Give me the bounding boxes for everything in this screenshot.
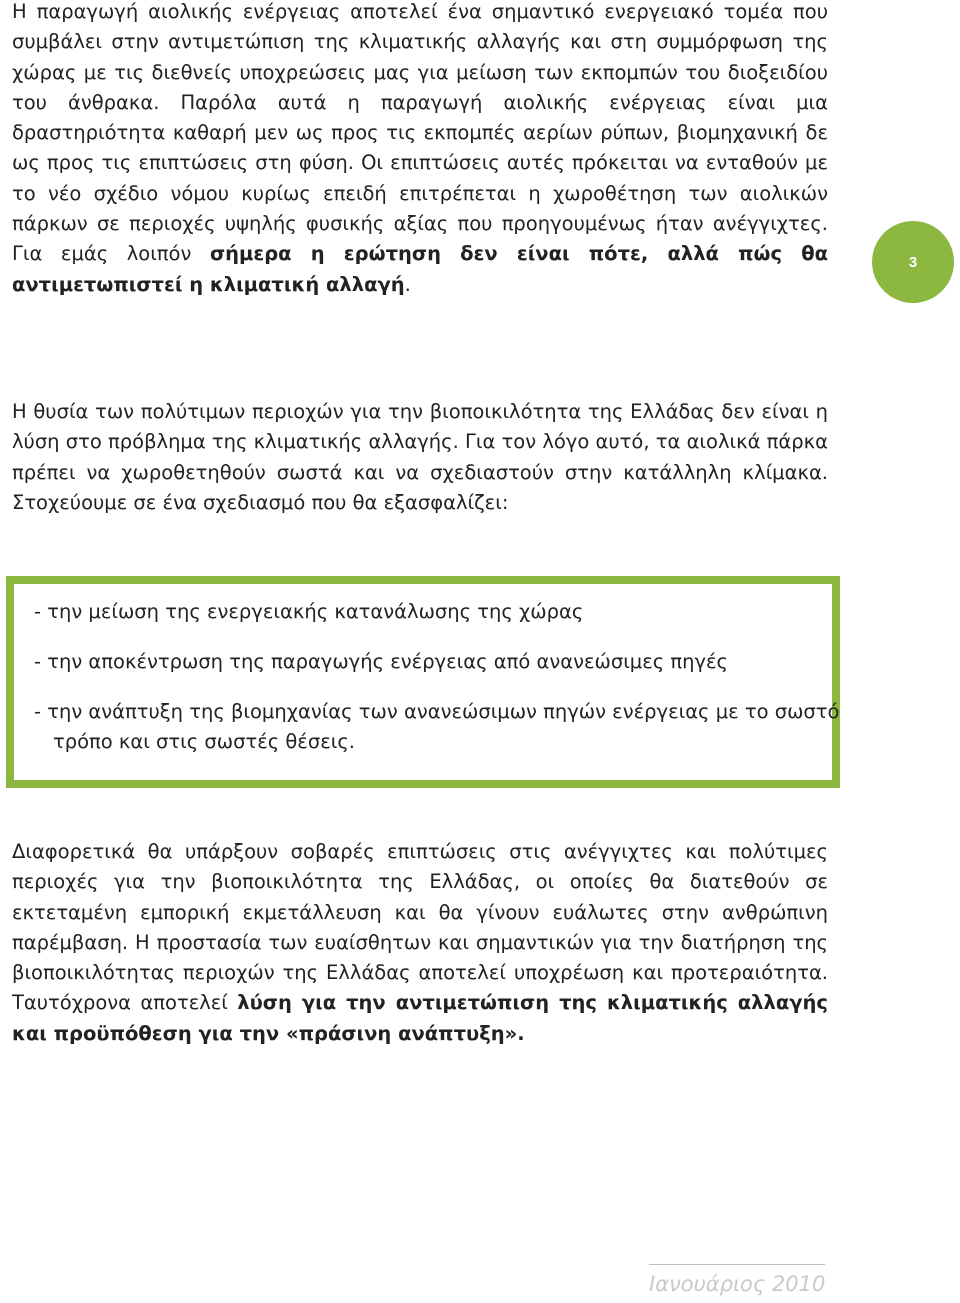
paragraph-text: Διαφορετικά θα υπάρξουν σοβαρές επιπτώσεις στις ανέγγιχτες και πολύτιμες περιοχές για την βιοποικιλότητα της Ελλάδας, οι οποίες θα διατεθούν σε εκτεταμένη εμπορική εκμετάλλευση και θα γίνουν ευάλωτες στην ανθρώπινη παρέμβαση. Η προστασία των ευαίσθητων και σημαντικών για την διατήρηση της βιοποικιλότητας περιοχών της Ελλάδας αποτελεί υποχρέωση και προτεραιότητα. Ταυτόχρονα αποτελεί <box>12 840 828 1015</box>
goal-item: - την μείωση της ενεργειακής κατανάλωσης της χώρας <box>34 600 584 623</box>
page-number-badge <box>872 221 954 303</box>
paragraph-emphasis: σήμερα η ερώτηση δεν είναι πότε, αλλά πώς θα αντιμετωπιστεί η κλιματική αλλαγή <box>12 242 829 296</box>
footer-divider <box>649 1264 825 1265</box>
footer-date: Ιανουάριος 2010 <box>649 1272 826 1296</box>
paragraph-text-end: . <box>404 272 411 296</box>
paragraph-wind-energy-intro <box>12 0 828 300</box>
paragraph-text: Η παραγωγή αιολικής ενέργειας αποτελεί ένα σημαντικό ενεργειακό τομέα που συμβάλει στην αντιμετώπιση της κλιματικής αλλαγής και στη συμμόρφωση της χώρας με τις διεθνείς υποχρεώσεις μας για μείωση των εκπομπών του διοξειδίου του άνθρακα. Παρόλα αυτά η παραγωγή αιολικής ενέργειας είναι μια δραστηριότητα καθαρή μεν ως προς τις εκπομπές αερίων ρύπων, βιομηχανική δε ως προς τις επιπτώσεις στη φύση. Οι επιπτώσεις αυτές πρόκειται να ενταθούν με το νέο σχέδιο νόμου κυρίως επειδή επιτρέπεται η χωροθέτηση των αιολικών πάρκων σε περιοχές υψηλής φυσικής αξίας που προηγουμένως ήταν ανέγγιχτες. Για εμάς λοιπόν <box>12 0 828 266</box>
paragraph-consequences <box>12 837 828 1049</box>
paragraph-biodiversity: Η θυσία των πολύτιμων περιοχών για την βιοποικιλότητα της Ελλάδας δεν είναι η λύση στο πρόβλημα της κλιματικής αλλαγής. Για τον λόγο αυτό, τα αιολικά πάρκα πρέπει να χωροθετηθούν σωστά και να σχεδιαστούν στην κατάλληλη κλίμακα. Στοχεύουμε σε ένα σχεδιασμό που θα εξασφαλίζει: <box>12 400 828 514</box>
goals-box <box>6 576 840 788</box>
paragraph-emphasis: λύση για την αντιμετώπιση της κλιματικής αλλαγής και προϋπόθεση για την «πράσινη ανάπτυξη». <box>12 991 828 1045</box>
goal-item: - την ανάπτυξη της βιομηχανίας των ανανεώσιμων πηγών ενέργειας με το σωστό τρόπο και στις σωστές θέσεις. <box>34 700 840 754</box>
page-number: 3 <box>908 253 918 271</box>
goal-item: - την αποκέντρωση της παραγωγής ενέργειας από ανανεώσιμες πηγές <box>34 650 729 673</box>
